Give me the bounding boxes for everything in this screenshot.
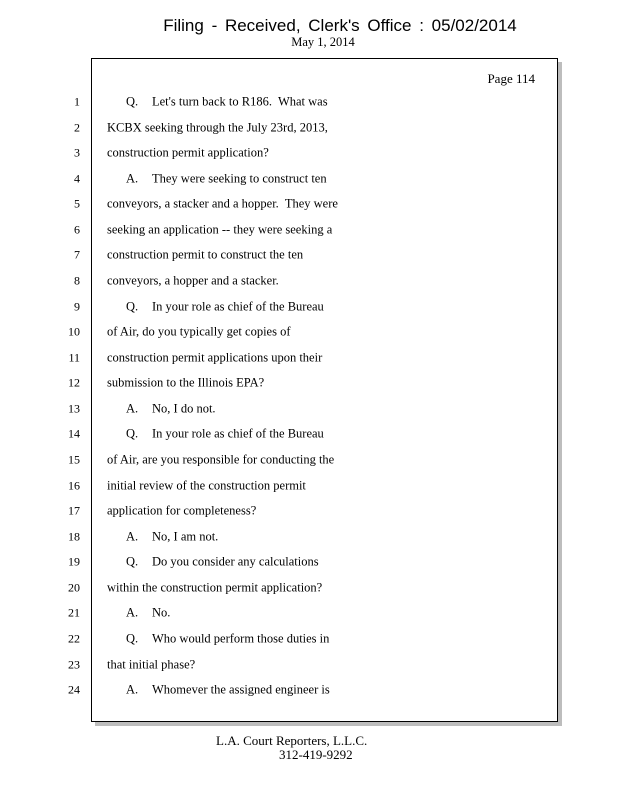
- line-number: 4: [74, 171, 80, 186]
- line-text: submission to the Illinois EPA?: [107, 375, 265, 390]
- transcript-line: [107, 401, 216, 416]
- line-text: initial review of the construction permit: [107, 478, 306, 493]
- line-number: 24: [68, 682, 80, 697]
- line-text: No.: [152, 605, 171, 620]
- transcript-line: [107, 146, 269, 161]
- transcript-line: [107, 376, 264, 391]
- transcript-line: [107, 350, 322, 365]
- line-number: 13: [68, 401, 80, 416]
- transcript-line: [107, 657, 195, 672]
- line-number: 16: [68, 478, 80, 493]
- line-text: Do you consider any calculations: [152, 554, 319, 569]
- line-text: Who would perform those duties in: [152, 631, 330, 646]
- line-number: 18: [68, 529, 80, 544]
- line-number: 19: [68, 554, 80, 569]
- line-number: 17: [68, 503, 80, 518]
- line-text: construction permit applications upon their: [107, 350, 323, 365]
- transcript-line: [107, 478, 306, 493]
- speaker-label: Q.: [126, 631, 139, 646]
- transcript-line: [107, 504, 256, 519]
- speaker-label: Q.: [126, 299, 139, 314]
- transcript-line: [107, 529, 218, 544]
- footer-phone: 312-419-9292: [279, 747, 353, 762]
- line-text: conveyors, a stacker and a hopper. They were: [107, 196, 338, 211]
- line-text: In your role as chief of the Bureau: [152, 299, 324, 314]
- line-text: of Air, are you responsible for conducting the: [107, 452, 335, 467]
- line-text: application for completeness?: [107, 503, 257, 518]
- transcript-line: [107, 299, 324, 314]
- line-text: KCBX seeking through the July 23rd, 2013,: [107, 120, 328, 135]
- transcript-line: [107, 197, 338, 212]
- transcript-line: [107, 222, 332, 237]
- transcript-line: [107, 325, 291, 340]
- line-number: 3: [74, 145, 80, 160]
- speaker-label: A.: [126, 529, 139, 544]
- line-text: that initial phase?: [107, 657, 196, 672]
- speaker-label: A.: [126, 171, 139, 186]
- line-text: construction permit to construct the ten: [107, 247, 304, 262]
- transcript-line: [107, 452, 334, 467]
- line-number: 2: [74, 120, 80, 135]
- line-number: 15: [68, 452, 80, 467]
- transcript-line: [107, 683, 330, 698]
- transcript-line: [107, 580, 322, 595]
- page-number: Page 114: [487, 71, 535, 86]
- transcript-line: [107, 606, 170, 621]
- line-number: 6: [74, 222, 80, 237]
- line-number: 20: [68, 580, 80, 595]
- line-number: 10: [68, 324, 80, 339]
- footer-company: L.A. Court Reporters, L.L.C.: [216, 733, 368, 748]
- speaker-label: Q.: [126, 94, 139, 109]
- line-number: 1: [74, 94, 80, 109]
- line-text: Let's turn back to R186. What was: [152, 94, 328, 109]
- line-number: 7: [74, 247, 80, 262]
- speaker-label: A.: [126, 605, 139, 620]
- transcript-line: [107, 95, 328, 110]
- transcript-line: [107, 248, 303, 263]
- line-text: of Air, do you typically get copies of: [107, 324, 291, 339]
- transcript-line: [107, 631, 329, 646]
- line-number: 9: [74, 299, 80, 314]
- transcript-line: [107, 427, 324, 442]
- speaker-label: A.: [126, 682, 139, 697]
- line-text: No, I do not.: [152, 401, 216, 416]
- transcript-line: [107, 555, 319, 570]
- line-text: Whomever the assigned engineer is: [152, 682, 330, 697]
- line-number: 11: [68, 350, 80, 365]
- line-text: within the construction permit application?: [107, 580, 323, 595]
- line-number: 12: [68, 375, 80, 390]
- line-text: In your role as chief of the Bureau: [152, 426, 324, 441]
- line-number: 8: [74, 273, 80, 288]
- transcript-line: [107, 273, 279, 288]
- line-number: 5: [74, 196, 80, 211]
- transcript-line: [107, 120, 328, 135]
- transcript-line: [107, 171, 327, 186]
- line-text: They were seeking to construct ten: [152, 171, 327, 186]
- transcript-date: May 1, 2014: [291, 35, 355, 49]
- line-text: conveyors, a hopper and a stacker.: [107, 273, 279, 288]
- speaker-label: Q.: [126, 554, 139, 569]
- line-number: 14: [68, 426, 80, 441]
- line-number: 23: [68, 657, 80, 672]
- line-text: construction permit application?: [107, 145, 269, 160]
- speaker-label: A.: [126, 401, 139, 416]
- line-text: No, I am not.: [152, 529, 219, 544]
- line-number: 21: [68, 605, 80, 620]
- speaker-label: Q.: [126, 426, 139, 441]
- line-text: seeking an application -- they were seeking a: [107, 222, 333, 237]
- line-number: 22: [68, 631, 80, 646]
- filing-stamp: Filing - Received, Clerk's Office : 05/02/2014: [163, 16, 517, 35]
